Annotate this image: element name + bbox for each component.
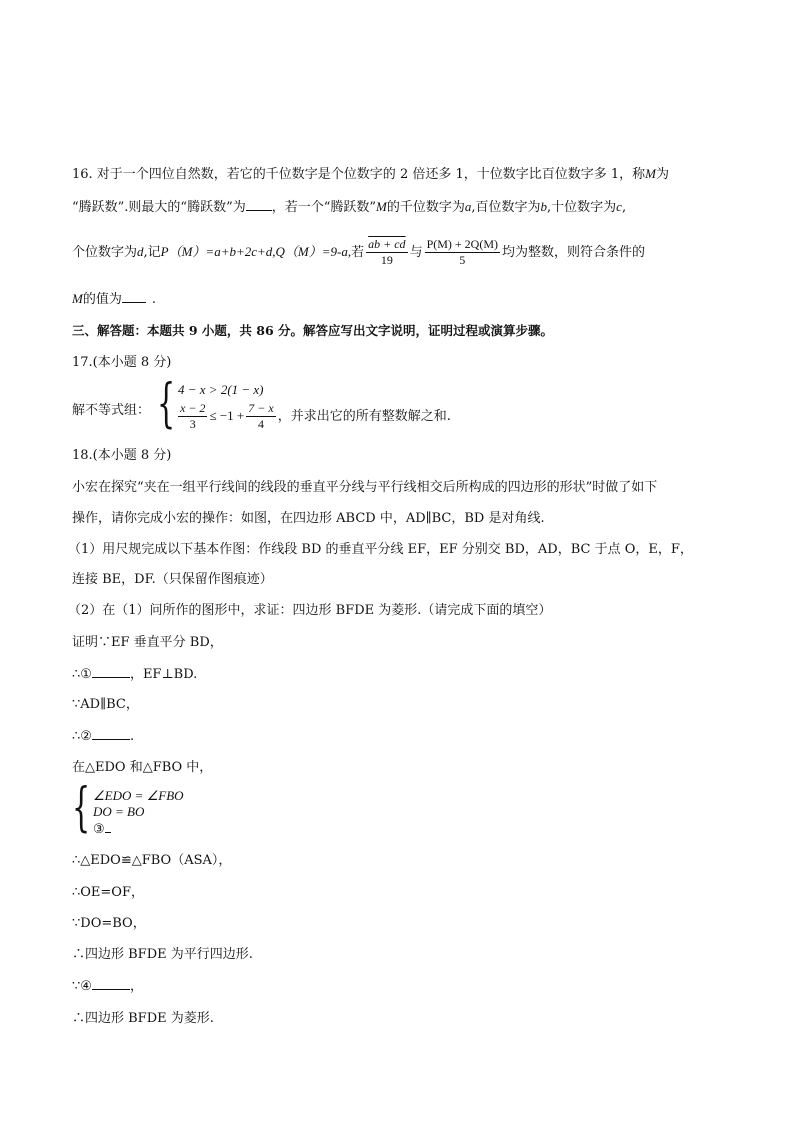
q17-prefix: 解不等式组： <box>72 403 151 418</box>
proof-line-3: ∵AD∥BC， <box>72 697 139 712</box>
proof-line-2 <box>72 665 197 684</box>
def-P-Q: P（M）=a+b+2c+d,Q（M）=9-a, <box>160 244 352 259</box>
q16-line4 <box>72 290 156 309</box>
fraction-2 <box>425 237 500 268</box>
system-brace: { <box>157 374 176 434</box>
proof-line-9: ∴四边形 BFDE 为平行四边形. <box>72 947 253 962</box>
proof-step-1-end: ，EF⊥BD. <box>129 667 198 682</box>
var-a: a <box>464 199 472 214</box>
proof-step-2: ∴② <box>72 729 92 744</box>
var-M: M <box>376 199 387 214</box>
answer-blank[interactable] <box>246 198 272 211</box>
system-brace: { <box>72 778 91 838</box>
q16-line2a: “腾跃数”.则最大的“腾跃数”为 <box>72 200 246 215</box>
proof-step-1: ∴① <box>72 667 92 682</box>
q17-frac-right-den: 4 <box>257 417 264 431</box>
q17-ineq1: 4 − x > 2(1 − x) <box>178 382 264 397</box>
answer-blank-2[interactable] <box>92 727 130 740</box>
q16-line3 <box>72 235 645 270</box>
q18-p5: （2）在（1）问所作的图形中，求证：四边形 BFDE 为菱形.（请完成下面的填空） <box>68 603 552 618</box>
proof-line-5: 在△EDO 和△FBO 中， <box>72 760 213 775</box>
proof-step-2-end: . <box>129 729 135 744</box>
answer-blank[interactable] <box>122 290 146 303</box>
fraction-2-denominator: 5 <box>459 253 466 267</box>
q18-p2: 操作，请你完成小宏的操作：如图，在四边形 ABCD 中，AD∥BC，BD 是对角线. <box>72 511 545 526</box>
q16-line2c: 的千位数字为 <box>386 200 465 215</box>
proof-step-4: ∵④ <box>72 979 92 994</box>
q16-line3a: 个位数字为 <box>72 245 138 260</box>
proof-line-1: 证明∵EF 垂直平分 BD， <box>72 635 223 650</box>
proof-line-8: ∵DO=BO， <box>72 916 146 931</box>
q16-line2e: ,十位数字为 <box>547 200 617 215</box>
var-M: M <box>645 166 656 181</box>
proof-sys-2: DO = BO <box>93 804 145 819</box>
var-b: b <box>540 199 548 214</box>
proof-step-3: ③ <box>93 821 105 836</box>
answer-blank-1[interactable] <box>92 665 130 678</box>
fraction-1 <box>366 237 407 268</box>
q16-line2 <box>72 198 626 217</box>
q17-ineq2 <box>176 401 451 432</box>
q17-title: 17.(本小题 8 分) <box>72 355 172 370</box>
var-d: d <box>137 244 144 259</box>
answer-blank-4[interactable] <box>92 977 130 990</box>
q18-p4: 连接 BE，DF.（只保留作图痕迹） <box>72 572 273 587</box>
proof-sys-1: ∠EDO = ∠FBO <box>93 788 184 803</box>
fraction-1-denominator: 19 <box>380 253 393 267</box>
fraction-2-numerator: P(M) + 2Q(M) <box>426 237 499 251</box>
q16-line3b: ,记 <box>143 245 161 260</box>
q18-p3: （1）用尺规完成以下基本作图：作线段 BD 的垂直平分线 EF，EF 分别交 BD，AD，BC 于点 O，E，F， <box>68 542 693 557</box>
proof-line-10 <box>72 977 143 996</box>
q17-frac-left <box>178 401 207 432</box>
proof-line-4 <box>72 727 134 746</box>
q16-line3c: 若 <box>351 245 365 260</box>
var-c: c <box>616 199 622 214</box>
proof-line-11: ∴四边形 BFDE 为菱形. <box>72 1011 214 1026</box>
q17-suffix: ，并求出它的所有整数解之和. <box>277 409 451 424</box>
proof-line-6: ∴△EDO≌△FBO（ASA）， <box>72 853 232 868</box>
q16-line2b: ，若一个“腾跃数” <box>271 200 377 215</box>
q16-line3d: 与 <box>409 245 423 260</box>
q17-frac-right <box>246 401 275 432</box>
q16-line2f: , <box>621 200 627 215</box>
q16-line1-end: 为 <box>656 167 670 182</box>
q16-line4b: . <box>151 292 156 307</box>
q16-line3e: 均为整数，则符合条件的 <box>502 245 646 260</box>
proof-step-4-end: ， <box>129 979 143 994</box>
q16-line1-text: 16. 对于一个四位自然数，若它的千位数字是个位数字的 2 倍还多 1，十位数字比百位数字多 1，称 <box>72 167 646 182</box>
fraction-1-numerator: ab + cd <box>368 237 406 251</box>
q18-p1: 小宏在探究“夹在一组平行线间的线段的垂直平分线与平行线相交后所构成的四边形的形状”时做了如下 <box>72 480 658 495</box>
q17-frac-left-num: x − 2 <box>180 401 206 415</box>
q18-title: 18.(本小题 8 分) <box>72 448 172 463</box>
var-M: M <box>72 291 83 306</box>
q17-frac-right-num: 7 − x <box>248 401 274 415</box>
proof-line-7: ∴OE=OF， <box>72 885 144 900</box>
q16-line4a: 的值为 <box>82 292 122 307</box>
answer-blank-3[interactable] <box>105 820 111 833</box>
q16-line2d: ,百位数字为 <box>471 200 541 215</box>
section-heading: 三、解答题：本题共 9 小题，共 86 分。解答应写出文字说明，证明过程或演算步骤。 <box>72 323 554 338</box>
q17-frac-left-den: 3 <box>189 417 196 431</box>
q16-line1 <box>72 165 669 184</box>
proof-sys-3 <box>93 820 111 837</box>
q17-ineq2-mid: ≤ −1 + <box>209 408 245 423</box>
